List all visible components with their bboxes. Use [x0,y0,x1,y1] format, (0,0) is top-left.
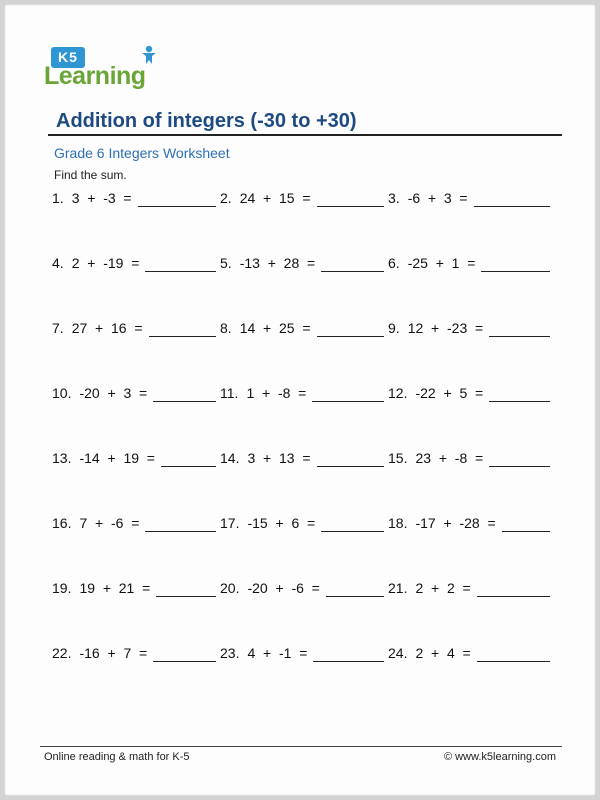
answer-blank[interactable] [145,255,216,272]
problem-item [388,252,554,317]
problem-expression: 2 + -19 = [71,255,140,271]
k5-learning-logo[interactable] [44,44,164,96]
problem-expression: 14 + 25 = [239,320,311,336]
problem-expression: -20 + 3 = [79,385,148,401]
problem-item [220,447,388,512]
problem-number: 14. [220,450,240,466]
problem-expression: 12 + -23 = [407,320,484,336]
footer-copyright[interactable]: © www.k5learning.com [443,751,556,763]
answer-blank[interactable] [145,515,216,532]
problem-number: 17. [220,515,240,531]
answer-blank[interactable] [138,190,216,207]
answer-blank[interactable] [312,385,384,402]
problem-item [388,382,554,447]
answer-blank[interactable] [317,190,384,207]
problem-item [388,577,554,642]
problem-item [388,447,554,512]
problem-expression: 2 + 4 = [415,645,471,661]
answer-blank[interactable] [317,450,384,467]
problem-number: 1. [52,190,64,206]
instruction-text: Find the sum. [54,168,127,182]
problem-number: 8. [220,320,232,336]
answer-blank[interactable] [161,450,216,467]
problem-expression: 4 + -1 = [247,645,308,661]
problem-expression: 27 + 16 = [71,320,143,336]
problem-expression: -17 + -28 = [415,515,496,531]
problem-number: 12. [388,385,408,401]
footer-divider [40,746,562,747]
problem-item [388,317,554,382]
problem-expression: -25 + 1 = [407,255,476,271]
problem-number: 10. [52,385,72,401]
problem-number: 19. [52,580,72,596]
problem-number: 23. [220,645,240,661]
logo-wordmark: Learning [44,62,146,90]
person-icon [140,44,158,66]
answer-blank[interactable] [474,190,550,207]
footer-tagline: Online reading & math for K-5 [44,751,190,763]
problem-number: 13. [52,450,72,466]
problem-item [52,187,220,252]
problem-item [388,642,554,707]
answer-blank[interactable] [502,515,550,532]
problem-item [388,512,554,577]
problem-grid [52,187,554,707]
logo-badge: K5 [51,47,85,68]
problem-item [220,577,388,642]
answer-blank[interactable] [489,320,550,337]
problem-expression: -15 + 6 = [247,515,316,531]
problem-expression: 23 + -8 = [415,450,484,466]
problem-expression: 3 + -3 = [71,190,132,206]
problem-number: 11. [220,385,239,401]
problem-item [220,317,388,382]
problem-expression: -6 + 3 = [407,190,468,206]
problem-item [220,187,388,252]
answer-blank[interactable] [477,645,550,662]
problem-item [52,642,220,707]
worksheet-subtitle: Grade 6 Integers Worksheet [54,145,230,161]
problem-number: 20. [220,580,240,596]
problem-item [52,382,220,447]
problem-number: 3. [388,190,400,206]
answer-blank[interactable] [149,320,216,337]
problem-expression: 24 + 15 = [239,190,311,206]
problem-expression: 3 + 13 = [247,450,311,466]
problem-expression: -13 + 28 = [239,255,316,271]
problem-number: 22. [52,645,72,661]
worksheet-page [4,4,596,796]
answer-blank[interactable] [321,515,384,532]
problem-item [388,187,554,252]
title-divider [48,134,562,136]
answer-blank[interactable] [481,255,550,272]
problem-number: 4. [52,255,64,271]
problem-number: 16. [52,515,72,531]
answer-blank[interactable] [317,320,384,337]
problem-expression: 1 + -8 = [246,385,307,401]
problem-item [220,382,388,447]
page-title: Addition of integers (-30 to +30) [56,110,357,132]
problem-item [52,252,220,317]
problem-number: 9. [388,320,400,336]
answer-blank[interactable] [477,580,550,597]
problem-number: 24. [388,645,408,661]
problem-number: 18. [388,515,408,531]
answer-blank[interactable] [489,385,550,402]
problem-item [220,642,388,707]
answer-blank[interactable] [321,255,384,272]
problem-expression: 7 + -6 = [79,515,140,531]
problem-number: 6. [388,255,400,271]
problem-item [220,512,388,577]
problem-item [52,512,220,577]
answer-blank[interactable] [153,385,216,402]
answer-blank[interactable] [313,645,384,662]
problem-item [220,252,388,317]
problem-expression: -16 + 7 = [79,645,148,661]
problem-expression: -22 + 5 = [415,385,484,401]
answer-blank[interactable] [153,645,216,662]
problem-expression: -20 + -6 = [247,580,320,596]
problem-expression: -14 + 19 = [79,450,155,466]
answer-blank[interactable] [326,580,384,597]
problem-number: 15. [388,450,408,466]
answer-blank[interactable] [489,450,550,467]
problem-number: 5. [220,255,232,271]
problem-number: 21. [388,580,408,596]
answer-blank[interactable] [156,580,216,597]
problem-number: 2. [220,190,232,206]
problem-item [52,447,220,512]
problem-number: 7. [52,320,64,336]
problem-expression: 2 + 2 = [415,580,471,596]
problem-expression: 19 + 21 = [79,580,151,596]
problem-item [52,577,220,642]
problem-item [52,317,220,382]
